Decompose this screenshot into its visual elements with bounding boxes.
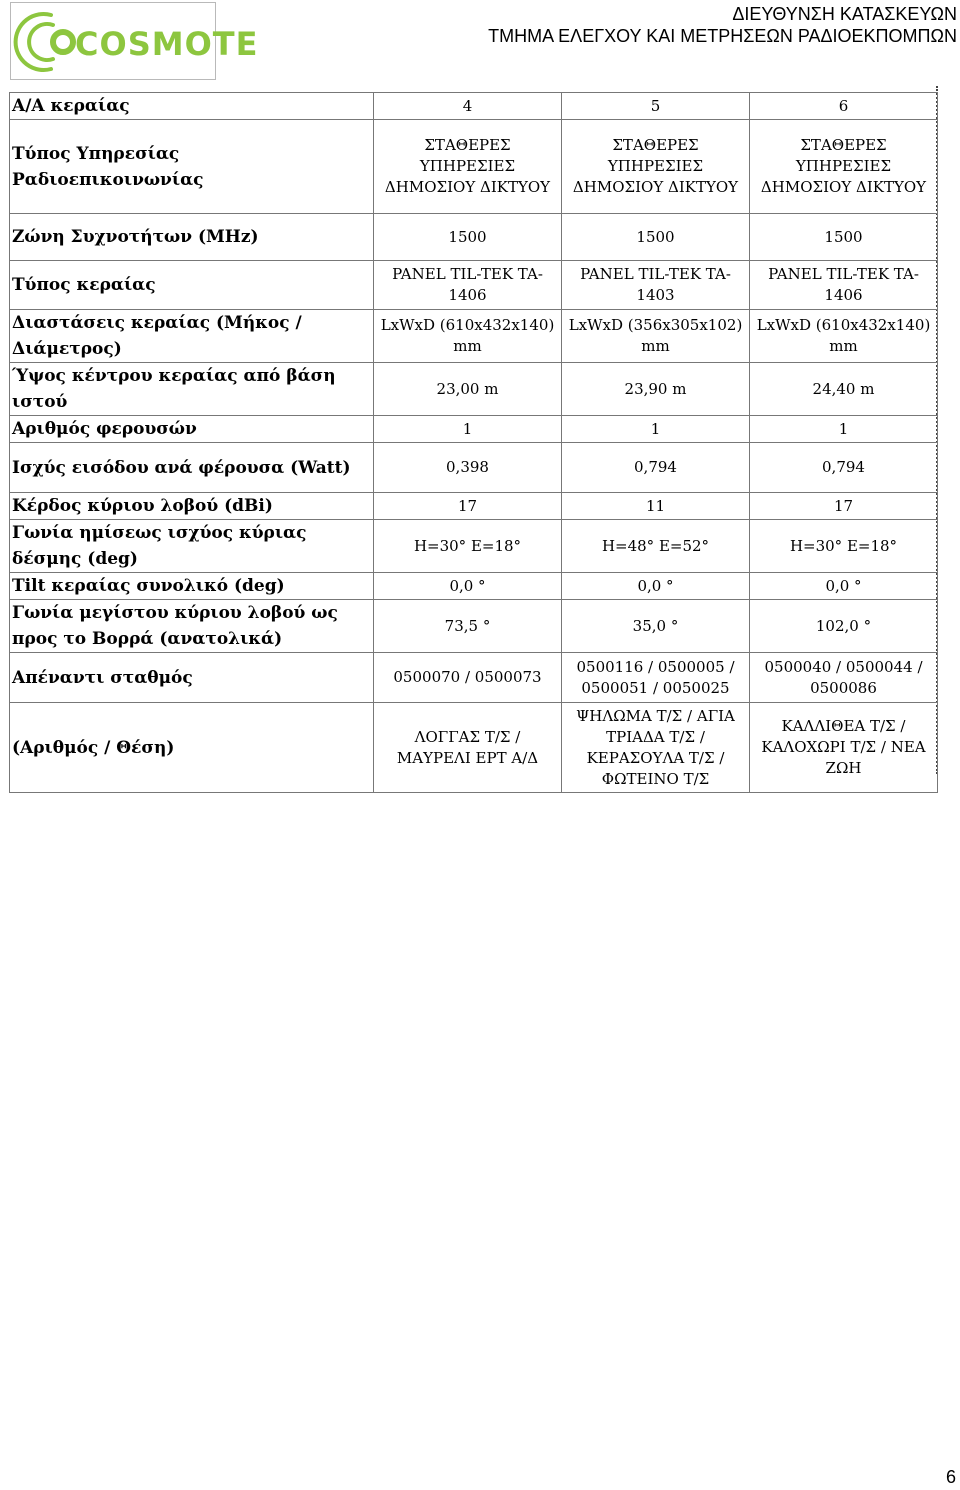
antenna-value: PANEL TIL-TEK TA-1406 xyxy=(374,261,562,310)
table-row xyxy=(10,93,938,120)
cosmote-logo xyxy=(10,2,259,80)
table-row xyxy=(10,493,938,520)
row-label: Tilt κεραίας συνολικό (deg) xyxy=(10,573,374,600)
row-label: Τύπος κεραίας xyxy=(10,261,374,310)
antenna-value: 1500 xyxy=(374,214,562,261)
antenna-value: ΣΤΑΘΕΡΕΣ ΥΠΗΡΕΣΙΕΣ ΔΗΜΟΣΙΟΥ ΔΙΚΤΥΟΥ xyxy=(750,120,938,214)
antenna-value: 23,00 m xyxy=(374,363,562,416)
antenna-value: 1500 xyxy=(562,214,750,261)
row-label: Αριθμός φερουσών xyxy=(10,416,374,443)
antenna-value: H=48° E=52° xyxy=(562,520,750,573)
antenna-value: 102,0 ° xyxy=(750,600,938,653)
antenna-value: ΣΤΑΘΕΡΕΣ ΥΠΗΡΕΣΙΕΣ ΔΗΜΟΣΙΟΥ ΔΙΚΤΥΟΥ xyxy=(374,120,562,214)
antenna-value: 0500040 / 0500044 / 0500086 xyxy=(750,653,938,703)
table-row xyxy=(10,653,938,703)
row-label: Γωνία μεγίστου κύριου λοβού ως προς το Βορρά (ανατολικά) xyxy=(10,600,374,653)
antenna-value: H=30° E=18° xyxy=(750,520,938,573)
row-label: (Αριθμός / Θέση) xyxy=(10,703,374,793)
antenna-value: PANEL TIL-TEK TA-1403 xyxy=(562,261,750,310)
table-row xyxy=(10,520,938,573)
antenna-value: 1500 xyxy=(750,214,938,261)
antenna-value: 73,5 ° xyxy=(374,600,562,653)
antenna-value: 4 xyxy=(374,93,562,120)
row-label: Ύψος κέντρου κεραίας από βάση ιστού xyxy=(10,363,374,416)
antenna-value: 0,0 ° xyxy=(750,573,938,600)
table-row xyxy=(10,416,938,443)
antenna-value: 5 xyxy=(562,93,750,120)
page-number: 6 xyxy=(945,1467,956,1487)
row-label: Ισχύς εισόδου ανά φέρουσα (Watt) xyxy=(10,443,374,493)
department-title: ΔΙΕΥΘΥΝΣΗ ΚΑΤΑΣΚΕΥΩΝ xyxy=(732,4,957,24)
antenna-value: 0,794 xyxy=(750,443,938,493)
antenna-value: 1 xyxy=(562,416,750,443)
row-label: Κέρδος κύριου λοβού (dBi) xyxy=(10,493,374,520)
antenna-value: 35,0 ° xyxy=(562,600,750,653)
row-label: Διαστάσεις κεραίας (Μήκος / Διάμετρος) xyxy=(10,310,374,363)
table-row xyxy=(10,363,938,416)
cosmote-logo-icon xyxy=(11,3,259,81)
row-label: Απέναντι σταθμός xyxy=(10,653,374,703)
table-row xyxy=(10,443,938,493)
antenna-value: LxWxD (356x305x102) mm xyxy=(562,310,750,363)
antenna-value: 23,90 m xyxy=(562,363,750,416)
table-row xyxy=(10,214,938,261)
table-row xyxy=(10,120,938,214)
table-row xyxy=(10,600,938,653)
row-label: Ζώνη Συχνοτήτων (MHz) xyxy=(10,214,374,261)
antenna-value: ΨΗΛΩΜΑ Τ/Σ / ΑΓΙΑ ΤΡΙΑΔΑ Τ/Σ / ΚΕΡΑΣΟΥΛΑ Τ/Σ / ΦΩΤΕΙΝΟ Τ/Σ xyxy=(562,703,750,793)
antenna-value: 0500116 / 0500005 / 0500051 / 0050025 xyxy=(562,653,750,703)
antenna-value: 0,0 ° xyxy=(562,573,750,600)
antenna-value: ΚΑΛΛΙΘΕΑ Τ/Σ / ΚΑΛΟΧΩΡΙ Τ/Σ / ΝΕΑ ΖΩΗ xyxy=(750,703,938,793)
table-row xyxy=(10,703,938,793)
antenna-value: 0,0 ° xyxy=(374,573,562,600)
antenna-value: 6 xyxy=(750,93,938,120)
logo-wordmark: COSMOTE xyxy=(75,25,259,63)
antenna-value: 17 xyxy=(750,493,938,520)
antenna-value: LxWxD (610x432x140) mm xyxy=(750,310,938,363)
section-title: ΤΜΗΜΑ ΕΛΕΓΧΟΥ ΚΑΙ ΜΕΤΡΗΣΕΩΝ ΡΑΔΙΟΕΚΠΟΜΠΩΝ xyxy=(488,26,957,46)
antenna-value: 1 xyxy=(750,416,938,443)
antenna-value: 0,794 xyxy=(562,443,750,493)
table-row xyxy=(10,261,938,310)
antenna-value: 24,40 m xyxy=(750,363,938,416)
table-row xyxy=(10,310,938,363)
table-row xyxy=(10,573,938,600)
antenna-value: 0,398 xyxy=(374,443,562,493)
antenna-value: H=30° E=18° xyxy=(374,520,562,573)
antenna-spec-table xyxy=(9,92,938,793)
antenna-value: 1 xyxy=(374,416,562,443)
antenna-value: ΣΤΑΘΕΡΕΣ ΥΠΗΡΕΣΙΕΣ ΔΗΜΟΣΙΟΥ ΔΙΚΤΥΟΥ xyxy=(562,120,750,214)
antenna-value: ΛΟΓΓΑΣ Τ/Σ / ΜΑΥΡΕΛΙ ΕΡΤ Α/Δ xyxy=(374,703,562,793)
antenna-value: PANEL TIL-TEK TA-1406 xyxy=(750,261,938,310)
row-label: Τύπος Υπηρεσίας Ραδιοεπικοινωνίας xyxy=(10,120,374,214)
row-label: Α/Α κεραίας xyxy=(10,93,374,120)
row-label: Γωνία ημίσεως ισχύος κύριας δέσμης (deg) xyxy=(10,520,374,573)
antenna-value: 0500070 / 0500073 xyxy=(374,653,562,703)
antenna-value: 11 xyxy=(562,493,750,520)
antenna-value: LxWxD (610x432x140) mm xyxy=(374,310,562,363)
antenna-value: 17 xyxy=(374,493,562,520)
